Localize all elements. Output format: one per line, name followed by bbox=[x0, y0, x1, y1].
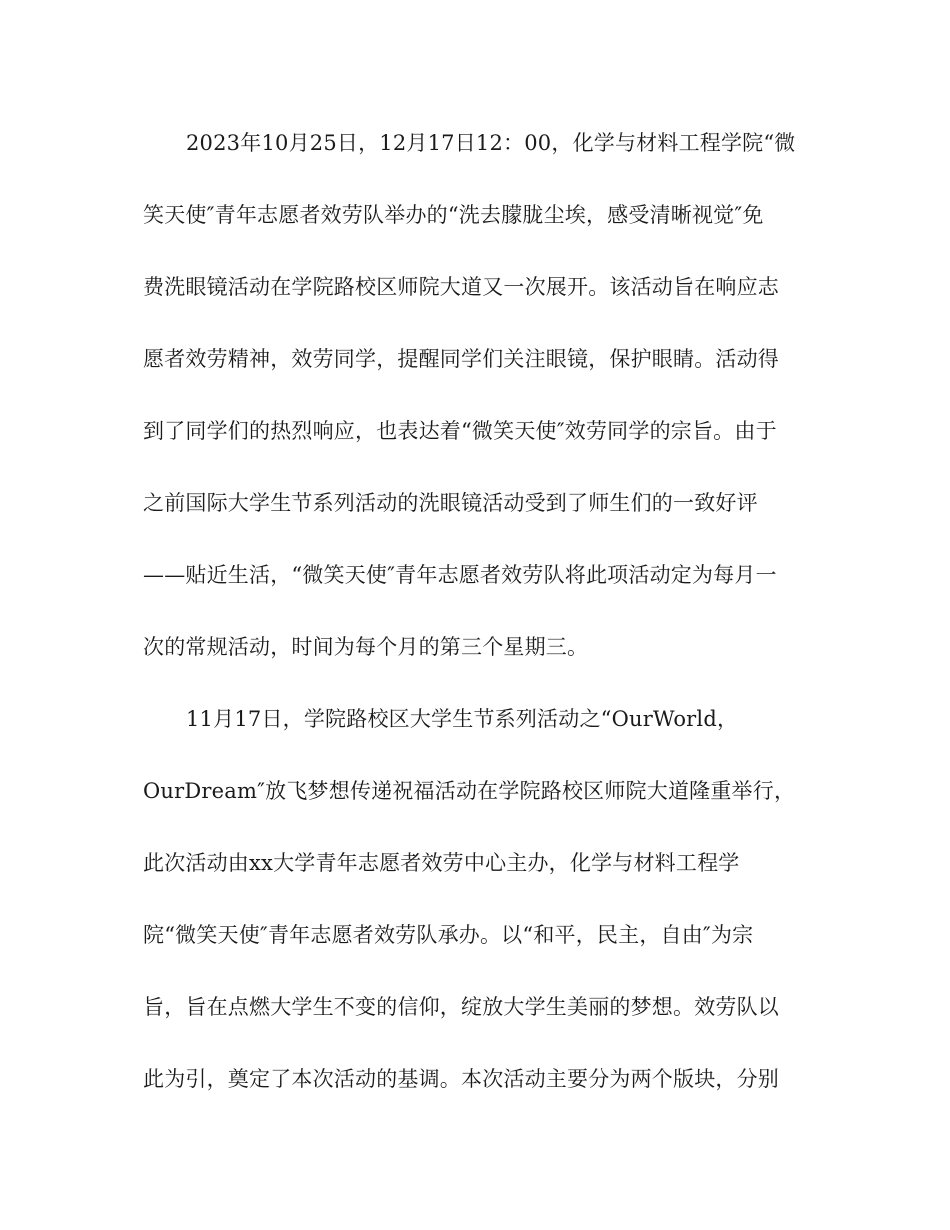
paragraph-1-line-1: 2023年10月25日，12月17日12：00，化学与材料工程学院“微 bbox=[186, 131, 796, 155]
paragraph-2-line-6: 此为引，奠定了本次活动的基调。本次活动主要分为两个版块，分别 bbox=[143, 1067, 779, 1091]
paragraph-1-line-6: 之前国际大学生节系列活动的洗眼镜活动受到了师生们的一致好评 bbox=[143, 491, 758, 515]
paragraph-2-line-3: 此次活动由xx大学青年志愿者效劳中心主办，化学与材料工程学 bbox=[143, 851, 740, 875]
paragraph-2-line-5: 旨，旨在点燃大学生不变的信仰，绽放大学生美丽的梦想。效劳队以 bbox=[143, 995, 779, 1019]
paragraph-1-line-3: 费洗眼镜活动在学院路校区师院大道又一次展开。该活动旨在响应志 bbox=[143, 275, 779, 299]
paragraph-2-line-4: 院“微笑天使″青年志愿者效劳队承办。以“和平，民主，自由″为宗 bbox=[143, 923, 754, 947]
paragraph-1-line-5: 到了同学们的热烈响应，也表达着“微笑天使″效劳同学的宗旨。由于 bbox=[143, 419, 777, 443]
paragraph-2-line-2: OurDream″放飞梦想传递祝福活动在学院路校区师院大道隆重举行， bbox=[143, 779, 796, 803]
paragraph-1-line-7: ——贴近生活，“微笑天使″青年志愿者效劳队将此项活动定为每月一 bbox=[143, 563, 777, 587]
paragraph-1-line-4: 愿者效劳精神，效劳同学，提醒同学们关注眼镜，保护眼睛。活动得 bbox=[143, 347, 779, 371]
paragraph-2-line-1: 11月17日，学院路校区大学生节系列活动之“OurWorld， bbox=[186, 707, 739, 731]
paragraph-1-line-8: 次的常规活动，时间为每个月的第三个星期三。 bbox=[143, 635, 589, 659]
paragraph-1-line-2: 笑天使″青年志愿者效劳队举办的“洗去朦胧尘埃，感受清晰视觉″免 bbox=[143, 203, 764, 227]
